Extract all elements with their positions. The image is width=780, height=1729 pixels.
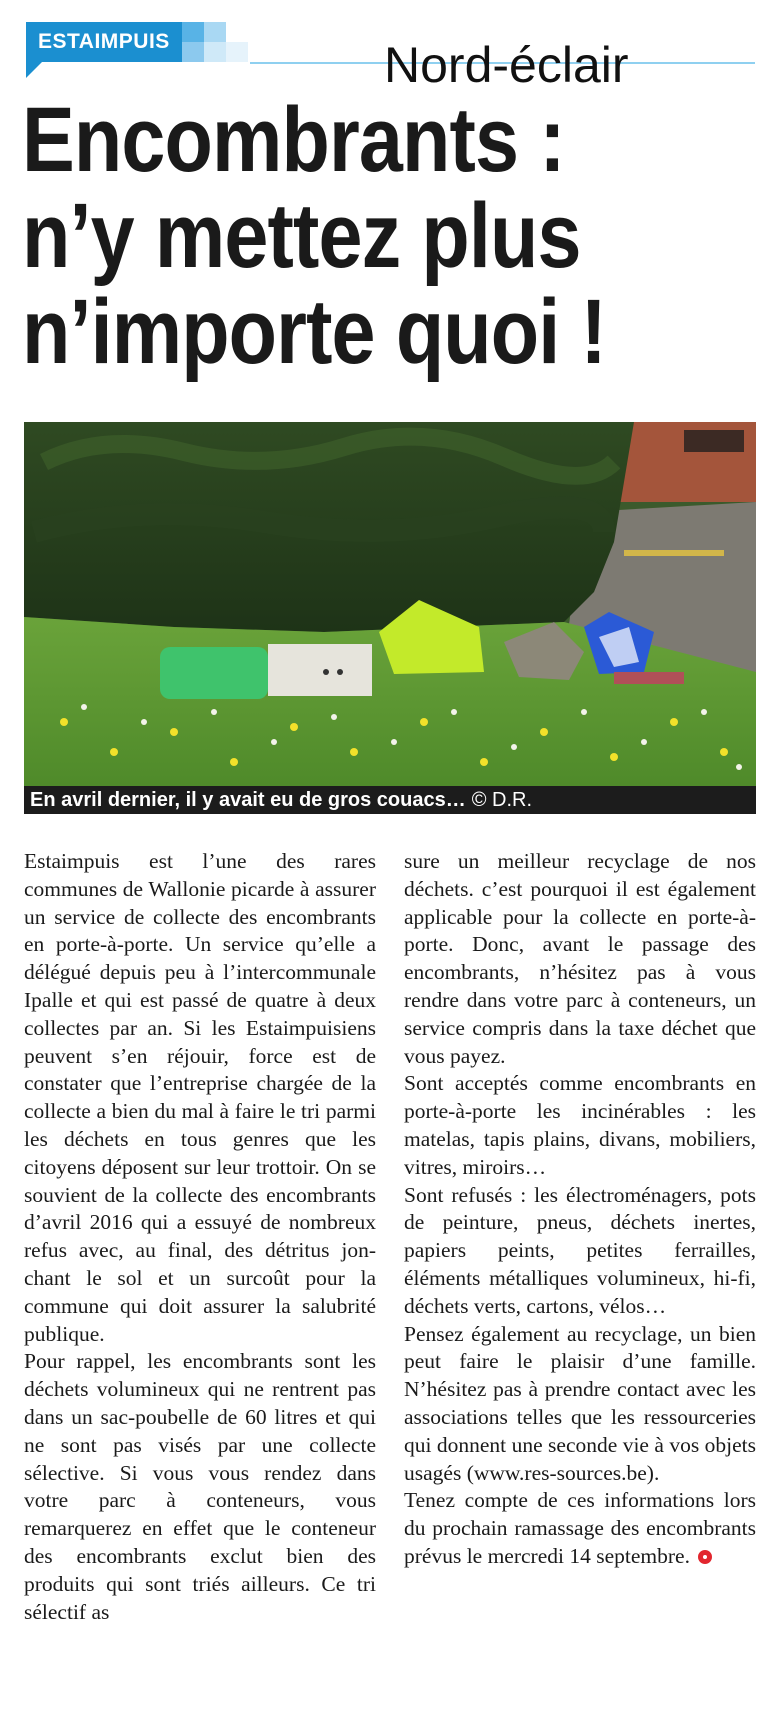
article-photo <box>24 422 756 786</box>
photo-image <box>24 422 756 786</box>
paragraph-final <box>404 1487 756 1570</box>
photo-caption-text: En avril dernier, il y avait eu de gros couacs… <box>30 789 466 811</box>
section-tag-squares <box>182 22 252 62</box>
headline <box>22 89 658 383</box>
paragraph: Sont refusés : les électroménagers, pots de peinture, pneus, déchets inertes, papiers peints, petites ferrailles, éléments métalliques volumineux, hi-fi, déchets verts, cartons, vélos… <box>404 1182 756 1318</box>
article-column-right <box>404 848 756 1571</box>
section-tag-label: ESTAIMPUIS <box>26 22 182 62</box>
newspaper-source: Nord-éclair <box>384 37 629 93</box>
photo-caption <box>24 786 756 814</box>
paragraph: Pensez également au recyclage, un bien peut faire le plaisir d’une famille. N’hésitez pas à prendre contact avec les associations telles que les ressourceries qui donnent une seconde vie à vos objets usagés (www.res-sources.be). <box>404 1321 756 1485</box>
paragraph: Estaimpuis est l’une des rares communes de Wallonie picarde à assurer un service de collecte des encombrants en porte-à-porte. Un service qu’elle a délégué depuis peu à l’intercommunale Ipalle et qui est passé de quatre à deux collectes par an. Si les Estaimpuisiens peuvent s’en réjouir, force est de constater que l’entreprise chargée de la collecte a bien du mal à faire le tri parmi les déchets en tous genres que les citoyens déposent sur leur trottoir. On se souvient de la collecte des encombrants d’avril 2016 qui a essuyé de nombreux refus avec, au final, des détritus jonchant le sol et un surcoût pour la commune qui doit assurer la salubrité publique. <box>24 849 376 1346</box>
headline-line-3: n’importe quoi ! <box>22 281 606 383</box>
photo-credit: © D.R. <box>471 789 533 811</box>
section-tag-notch <box>26 62 42 78</box>
headline-line-2: n’y mettez plus <box>22 185 581 287</box>
end-mark-icon <box>698 1550 712 1564</box>
paragraph-final-text: Tenez compte de ces informations lors du prochain ramassage des encombrants prévus le mercredi 14 septembre. <box>404 1488 756 1568</box>
section-tag <box>26 22 252 62</box>
headline-line-1: Encombrants : <box>22 89 565 191</box>
article-column-left <box>24 848 376 1626</box>
paragraph: sure un meilleur recyclage de nos déchets. c’est pourquoi il est également applicable pour la collecte en porte-à-porte. Donc, avant le passage des encombrants, n’hésitez pas à vous rendre dans votre parc à conteneurs, un service compris dans la taxe déchet que vous payez. <box>404 849 756 1068</box>
paragraph: Sont acceptés comme encombrants en porte-à-porte les incinérables : les matelas, tapis plains, divans, mobiliers, vitres, miroirs… <box>404 1071 756 1179</box>
paragraph: Pour rappel, les encombrants sont les déchets volumineux qui ne rentrent pas dans un sac-poubelle de 60 litres et qui ne sont pas visés par une collecte sélective. Si vous vous rendez dans votre parc à conteneurs, vous remarquerez en effet que le conteneur des encombrants exclut bien des produits qui sont triés ailleurs. Ce tri sélectif as <box>24 1349 376 1624</box>
